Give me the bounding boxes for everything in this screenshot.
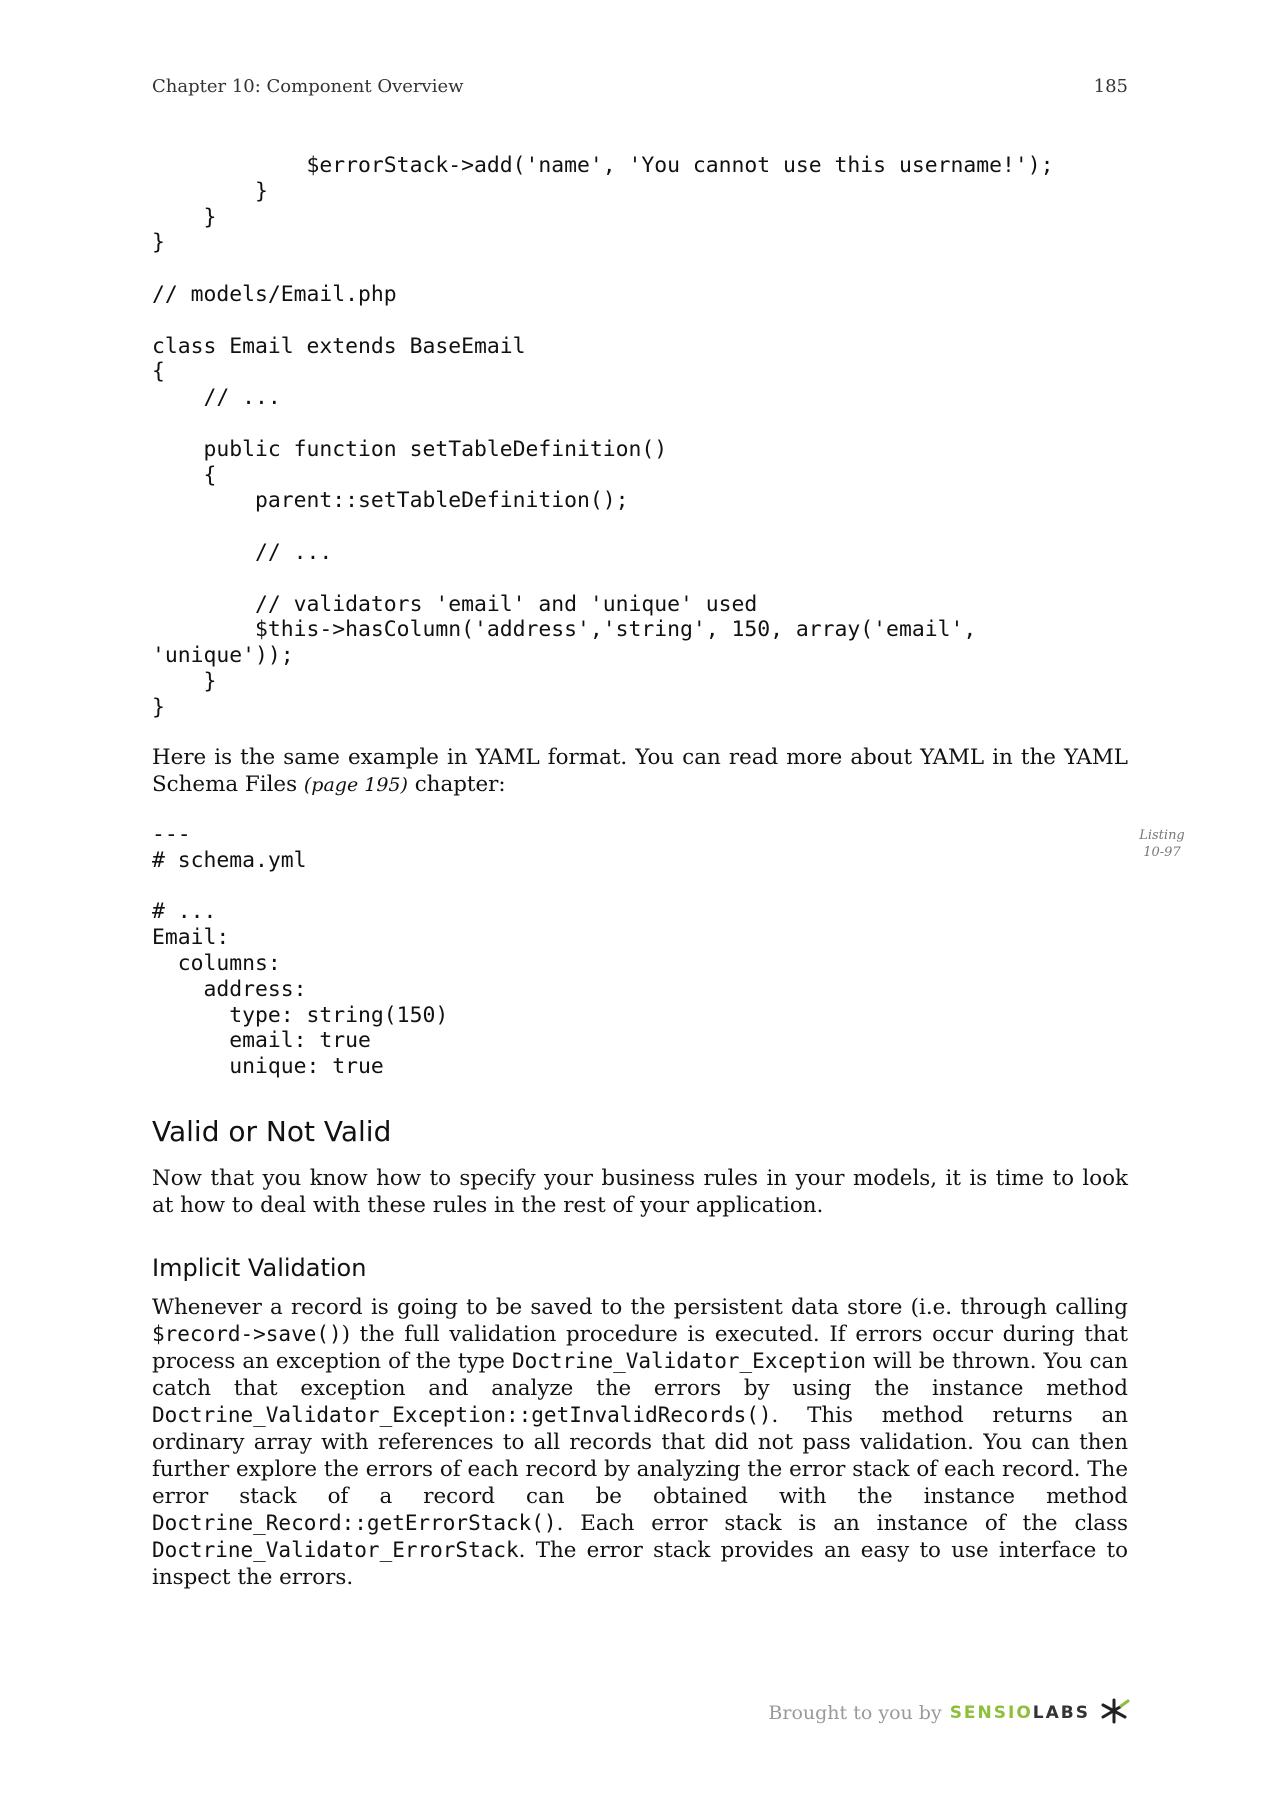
body-text: ) the full validation procedure is executed. If errors occur during that process an exception of the type bbox=[152, 1322, 1128, 1374]
code-line: } bbox=[152, 204, 217, 230]
code-line: } bbox=[152, 230, 165, 256]
brought-to-you-text: Brought to you by bbox=[768, 1702, 942, 1724]
subsection-heading: Implicit Validation bbox=[152, 1254, 367, 1282]
code-line: --- bbox=[152, 822, 191, 847]
inline-code: $record->save() bbox=[152, 1322, 342, 1346]
listing-label bbox=[1128, 827, 1196, 861]
brand-part-sensio: SENSIO bbox=[949, 1703, 1033, 1723]
listing-word: Listing bbox=[1139, 828, 1185, 843]
body-text: . The error stack provides an easy to use interface to inspect the errors. bbox=[152, 1538, 1128, 1590]
code-line bbox=[152, 566, 1053, 592]
code-line: unique: true bbox=[152, 1054, 384, 1080]
code-line: # schema.yml bbox=[152, 847, 307, 873]
code-line bbox=[152, 256, 1053, 282]
body-text: will be thrown. You can catch that exception and analyze the errors by using the instance method bbox=[152, 1349, 1128, 1401]
code-line: address: bbox=[152, 976, 307, 1002]
code-line: { bbox=[152, 359, 165, 385]
code-line: type: string(150) bbox=[152, 1002, 449, 1028]
code-line: $this->hasColumn('address','string', 150, array('email', bbox=[152, 617, 977, 643]
code-line: parent::setTableDefinition(); bbox=[152, 488, 629, 514]
code-line: } bbox=[152, 668, 217, 694]
page-reference-link[interactable]: (page 195) bbox=[303, 774, 408, 796]
code-line: 'unique')); bbox=[152, 643, 294, 669]
code-line: } bbox=[152, 694, 165, 720]
section-heading: Valid or Not Valid bbox=[152, 1115, 392, 1148]
intro-text: Here is the same example in YAML format. You can read more about YAML in the YAML Schema Files bbox=[152, 745, 1128, 797]
implicit-validation-paragraph bbox=[152, 1294, 1128, 1591]
code-line: // validators 'email' and 'unique' used bbox=[152, 591, 758, 617]
code-line bbox=[152, 874, 448, 900]
code-line: // ... bbox=[152, 385, 281, 411]
code-line bbox=[152, 308, 1053, 334]
inline-code: Doctrine_Validator_ErrorStack bbox=[152, 1538, 519, 1562]
php-code-block bbox=[152, 153, 1053, 721]
inline-code: Doctrine_Validator_Exception::getInvalidRecords() bbox=[152, 1403, 772, 1427]
code-line bbox=[152, 411, 1053, 437]
chapter-title: Chapter 10: Component Overview bbox=[152, 76, 464, 97]
intro-text-end: chapter: bbox=[407, 772, 506, 797]
inline-code: Doctrine_Record::getErrorStack() bbox=[152, 1511, 557, 1535]
footer-branding bbox=[700, 1696, 1130, 1730]
body-text: . This method returns an ordinary array with references to all records that did not pass validation. You can then further explore the errors of each record by analyzing the error stack of each record. The error stack of a record can be obtained with the instance method bbox=[152, 1403, 1128, 1509]
listing-number: 10-97 bbox=[1143, 845, 1181, 860]
code-line: columns: bbox=[152, 950, 281, 976]
inline-code: Doctrine_Validator_Exception bbox=[511, 1349, 866, 1373]
code-line: Email: bbox=[152, 925, 230, 951]
sensiolabs-logo-icon bbox=[1098, 1696, 1130, 1731]
code-line bbox=[152, 514, 1053, 540]
brand-part-labs: LABS bbox=[1032, 1703, 1090, 1723]
yaml-intro-paragraph bbox=[152, 744, 1128, 799]
code-line: // ... bbox=[152, 539, 333, 565]
code-line: class Email extends BaseEmail bbox=[152, 333, 526, 359]
code-line: public function setTableDefinition() bbox=[152, 436, 668, 462]
code-line: $errorStack->add('name', 'You cannot use this username!'); bbox=[152, 153, 1054, 178]
page-number: 185 bbox=[1093, 76, 1128, 97]
body-text: Whenever a record is going to be saved to the persistent data store (i.e. through calling bbox=[152, 1295, 1128, 1320]
yaml-code-block bbox=[152, 822, 448, 1080]
code-line: # ... bbox=[152, 899, 217, 925]
code-line: } bbox=[152, 178, 268, 204]
code-line: // models/Email.php bbox=[152, 281, 397, 307]
code-line: { bbox=[152, 462, 217, 488]
body-text: . Each error stack is an instance of the class bbox=[556, 1511, 1128, 1536]
sensiolabs-wordmark bbox=[950, 1703, 1090, 1723]
section-paragraph: Now that you know how to specify your business rules in your models, it is time to look at how to deal with these rules in the rest of your application. bbox=[152, 1166, 1128, 1218]
code-line: email: true bbox=[152, 1028, 371, 1054]
running-header bbox=[152, 76, 1128, 102]
